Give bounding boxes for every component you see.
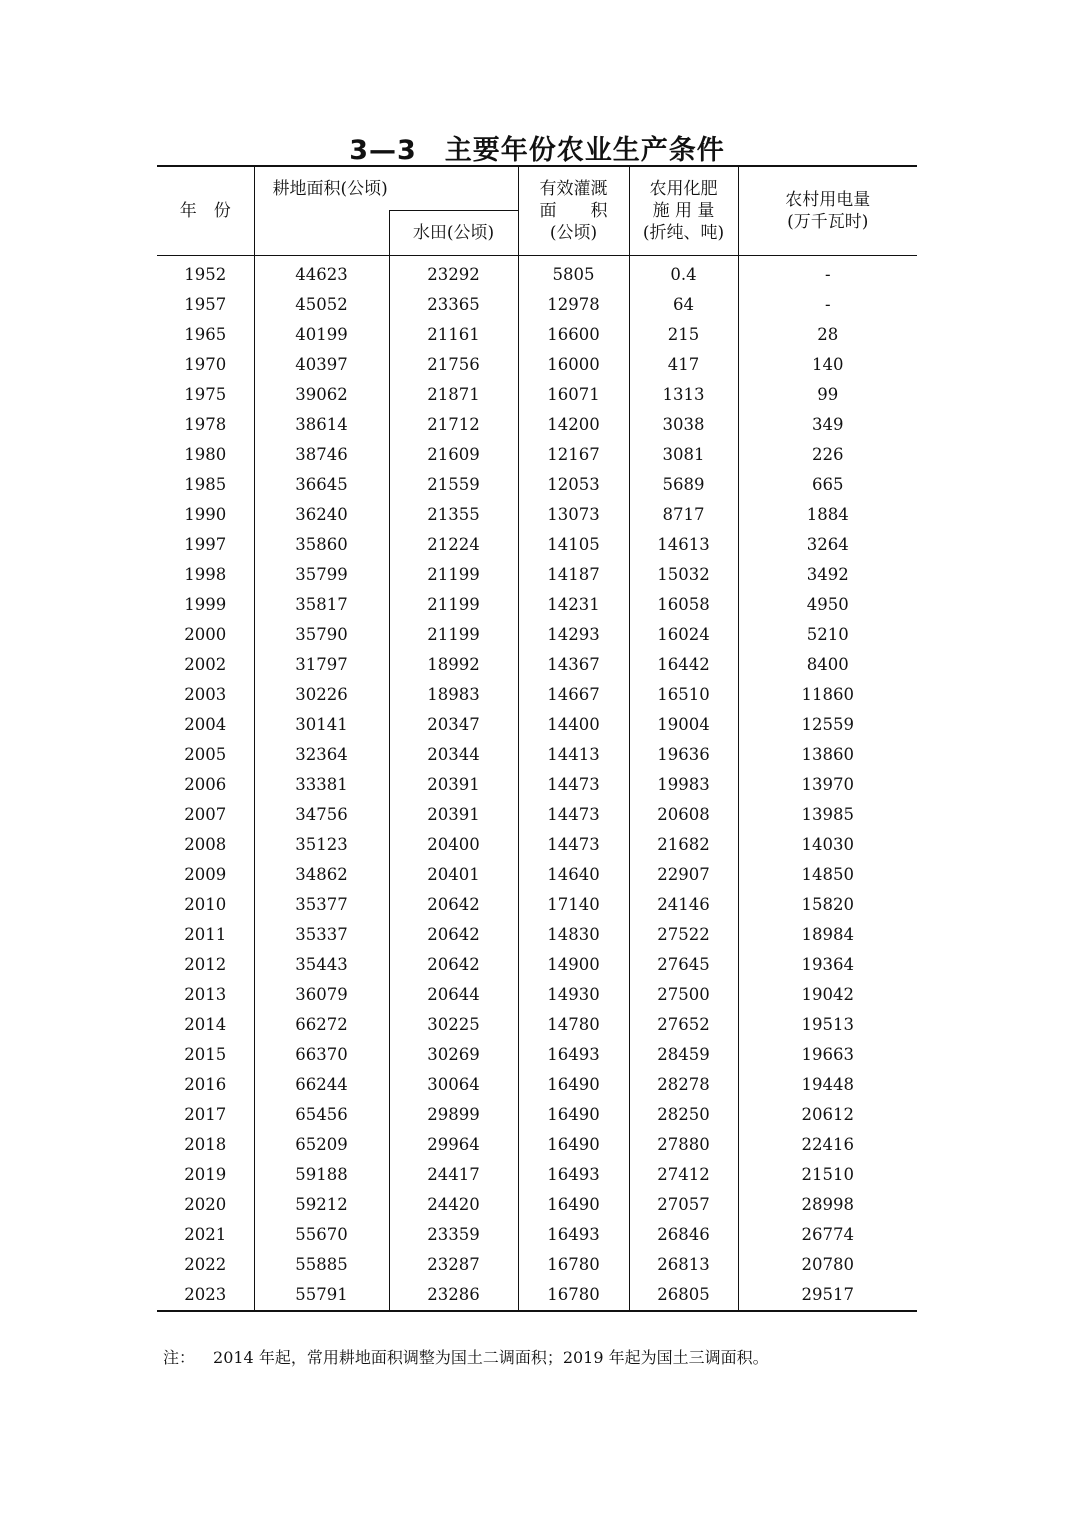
paddy-cell: 29899 (389, 1100, 518, 1130)
table-row (157, 1100, 917, 1130)
fertilizer-cell: 5689 (629, 470, 738, 500)
fertilizer-cell: 8717 (629, 500, 738, 530)
electricity-cell: 14030 (801, 835, 855, 854)
paddy-cell: 23359 (389, 1220, 518, 1250)
irrigated-cell: 14667 (518, 680, 629, 710)
irrigated-cell: 14293 (518, 620, 629, 650)
irrigated-cell: 14640 (518, 860, 629, 890)
fertilizer-cell: 21682 (629, 830, 738, 860)
fertilizer-cell: 26805 (629, 1280, 738, 1311)
electricity-cell: 349 (812, 415, 844, 434)
table-row (157, 1040, 917, 1070)
electricity-cell: 8400 (806, 655, 849, 674)
paddy-cell: 21871 (389, 380, 518, 410)
table-row (157, 590, 917, 620)
arable-area-cell: 66244 (254, 1070, 389, 1100)
year-cell: 2010 (157, 890, 254, 920)
paddy-cell: 21756 (389, 350, 518, 380)
electricity-cell: 13970 (801, 775, 855, 794)
fertilizer-cell: 22907 (629, 860, 738, 890)
irrigated-cell: 14105 (518, 530, 629, 560)
year-cell: 1985 (157, 470, 254, 500)
fertilizer-cell: 26846 (629, 1220, 738, 1250)
arable-area-cell: 36079 (254, 980, 389, 1010)
year-cell: 1997 (157, 530, 254, 560)
table-row (157, 440, 917, 470)
electricity-cell: 99 (817, 385, 839, 404)
year-cell: 1975 (157, 380, 254, 410)
arable-area-cell: 66370 (254, 1040, 389, 1070)
fertilizer-cell: 14613 (629, 530, 738, 560)
year-cell: 2023 (157, 1280, 254, 1311)
table-row (157, 410, 917, 440)
paddy-cell: 24417 (389, 1160, 518, 1190)
fertilizer-cell: 28459 (629, 1040, 738, 1070)
table-row (157, 320, 917, 350)
arable-area-cell: 32364 (254, 740, 389, 770)
irrigated-cell: 14900 (518, 950, 629, 980)
year-cell: 1952 (157, 256, 254, 291)
electricity-cell: 13985 (801, 805, 855, 824)
electricity-cell: 19042 (801, 985, 855, 1004)
arable-area-cell: 34756 (254, 800, 389, 830)
arable-area-cell: 44623 (254, 256, 389, 291)
irrigated-cell: 14413 (518, 740, 629, 770)
fertilizer-cell: 27412 (629, 1160, 738, 1190)
arable-area-cell: 36645 (254, 470, 389, 500)
irrigated-cell: 12053 (518, 470, 629, 500)
year-cell: 2012 (157, 950, 254, 980)
electricity-cell: 12559 (801, 715, 855, 734)
irrigated-cell: 16780 (518, 1250, 629, 1280)
year-cell: 1980 (157, 440, 254, 470)
irrigated-cell: 14473 (518, 800, 629, 830)
paddy-cell: 20391 (389, 770, 518, 800)
year-cell: 2004 (157, 710, 254, 740)
arable-area-cell: 40397 (254, 350, 389, 380)
fertilizer-cell: 24146 (629, 890, 738, 920)
electricity-cell: 29517 (801, 1285, 855, 1304)
electricity-cell: 26774 (801, 1225, 855, 1244)
header-paddy: 水田(公顷) (389, 211, 518, 256)
irrigated-cell: 14780 (518, 1010, 629, 1040)
paddy-cell: 23286 (389, 1280, 518, 1311)
year-cell: 2018 (157, 1130, 254, 1160)
table-title: 3—3 主要年份农业生产条件 (349, 135, 725, 166)
paddy-cell: 30225 (389, 1010, 518, 1040)
header-arable-area (254, 166, 518, 211)
year-cell: 2022 (157, 1250, 254, 1280)
fertilizer-cell: 16024 (629, 620, 738, 650)
paddy-cell: 21199 (389, 590, 518, 620)
year-cell: 1978 (157, 410, 254, 440)
fertilizer-cell: 0.4 (629, 256, 738, 291)
year-cell: 2008 (157, 830, 254, 860)
paddy-cell: 21199 (389, 620, 518, 650)
irrigated-cell: 16490 (518, 1130, 629, 1160)
electricity-cell: 19513 (801, 1015, 855, 1034)
year-cell: 1999 (157, 590, 254, 620)
table-row (157, 1220, 917, 1250)
fertilizer-cell: 15032 (629, 560, 738, 590)
paddy-cell: 21199 (389, 560, 518, 590)
paddy-cell: 20391 (389, 800, 518, 830)
year-cell: 2020 (157, 1190, 254, 1220)
table-row (157, 530, 917, 560)
year-cell: 2003 (157, 680, 254, 710)
year-cell: 1990 (157, 500, 254, 530)
year-cell: 2017 (157, 1100, 254, 1130)
table-row (157, 1010, 917, 1040)
table-row (157, 770, 917, 800)
arable-area-cell: 66272 (254, 1010, 389, 1040)
arable-area-cell: 55885 (254, 1250, 389, 1280)
header-fertilizer: 农用化肥 施 用 量 (折纯、吨) (629, 166, 738, 256)
table-row (157, 1070, 917, 1100)
arable-area-cell: 35337 (254, 920, 389, 950)
electricity-cell: 18984 (801, 925, 855, 944)
paddy-cell: 21609 (389, 440, 518, 470)
irrigated-cell: 14473 (518, 770, 629, 800)
paddy-cell: 20400 (389, 830, 518, 860)
irrigated-cell: 14200 (518, 410, 629, 440)
table-row (157, 890, 917, 920)
table-row (157, 380, 917, 410)
footnote-text: 2014 年起，常用耕地面积调整为国土二调面积；2019 年起为国土三调面积。 (213, 1348, 769, 1367)
year-cell: 2000 (157, 620, 254, 650)
paddy-cell: 20401 (389, 860, 518, 890)
arable-area-cell: 35123 (254, 830, 389, 860)
arable-area-cell: 35790 (254, 620, 389, 650)
irrigated-cell: 16780 (518, 1280, 629, 1311)
table-row (157, 290, 917, 320)
paddy-cell: 20344 (389, 740, 518, 770)
table-row (157, 470, 917, 500)
irrigated-cell: 14930 (518, 980, 629, 1010)
fertilizer-cell: 26813 (629, 1250, 738, 1280)
table-row (157, 800, 917, 830)
arable-area-cell: 40199 (254, 320, 389, 350)
table-row (157, 740, 917, 770)
arable-area-cell: 59212 (254, 1190, 389, 1220)
fertilizer-cell: 20608 (629, 800, 738, 830)
arable-area-cell: 55791 (254, 1280, 389, 1311)
irrigated-cell: 17140 (518, 890, 629, 920)
paddy-cell: 30064 (389, 1070, 518, 1100)
electricity-cell: 13860 (801, 745, 855, 764)
fertilizer-cell: 19636 (629, 740, 738, 770)
table-row (157, 980, 917, 1010)
paddy-cell: 20642 (389, 920, 518, 950)
paddy-cell: 20644 (389, 980, 518, 1010)
arable-area-cell: 30226 (254, 680, 389, 710)
agriculture-conditions-table (157, 165, 917, 1312)
paddy-cell: 18983 (389, 680, 518, 710)
header-year: 年 份 (157, 166, 254, 256)
electricity-cell: 21510 (801, 1165, 855, 1184)
year-cell: 2021 (157, 1220, 254, 1250)
electricity-cell: 28998 (801, 1195, 855, 1214)
electricity-cell: 19663 (801, 1045, 855, 1064)
paddy-cell: 18992 (389, 650, 518, 680)
year-cell: 2015 (157, 1040, 254, 1070)
irrigated-cell: 16493 (518, 1040, 629, 1070)
year-cell: 1957 (157, 290, 254, 320)
table-row (157, 1280, 917, 1311)
fertilizer-cell: 28250 (629, 1100, 738, 1130)
electricity-cell: 3492 (806, 565, 849, 584)
paddy-cell: 21161 (389, 320, 518, 350)
paddy-cell: 20642 (389, 890, 518, 920)
table-row (157, 256, 917, 291)
fertilizer-cell: 3038 (629, 410, 738, 440)
table-row (157, 860, 917, 890)
arable-area-cell: 35443 (254, 950, 389, 980)
electricity-cell: 19364 (801, 955, 855, 974)
table-row (157, 710, 917, 740)
irrigated-cell: 14400 (518, 710, 629, 740)
electricity-cell: 4950 (806, 595, 849, 614)
electricity-cell: - (824, 295, 831, 314)
electricity-cell: 15820 (801, 895, 855, 914)
table-row (157, 920, 917, 950)
irrigated-cell: 16493 (518, 1160, 629, 1190)
electricity-cell: 3264 (806, 535, 849, 554)
fertilizer-cell: 27652 (629, 1010, 738, 1040)
arable-area-cell: 65209 (254, 1130, 389, 1160)
arable-area-cell: 38614 (254, 410, 389, 440)
arable-area-cell: 45052 (254, 290, 389, 320)
irrigated-cell: 16071 (518, 380, 629, 410)
paddy-cell: 21559 (389, 470, 518, 500)
irrigated-cell: 16600 (518, 320, 629, 350)
table-row (157, 830, 917, 860)
footnote-label: 注： (163, 1348, 196, 1367)
irrigated-cell: 14367 (518, 650, 629, 680)
paddy-cell: 23287 (389, 1250, 518, 1280)
paddy-cell: 21355 (389, 500, 518, 530)
paddy-cell: 21712 (389, 410, 518, 440)
fertilizer-cell: 3081 (629, 440, 738, 470)
paddy-cell: 23292 (389, 256, 518, 291)
paddy-cell: 24420 (389, 1190, 518, 1220)
year-cell: 2005 (157, 740, 254, 770)
fertilizer-cell: 215 (629, 320, 738, 350)
table-row (157, 1160, 917, 1190)
year-cell: 2002 (157, 650, 254, 680)
table-row (157, 620, 917, 650)
fertilizer-cell: 1313 (629, 380, 738, 410)
irrigated-cell: 16493 (518, 1220, 629, 1250)
arable-area-cell: 35377 (254, 890, 389, 920)
irrigated-cell: 14473 (518, 830, 629, 860)
year-cell: 2019 (157, 1160, 254, 1190)
electricity-cell: 226 (812, 445, 844, 464)
paddy-cell: 23365 (389, 290, 518, 320)
table-row (157, 950, 917, 980)
year-cell: 2011 (157, 920, 254, 950)
irrigated-cell: 12167 (518, 440, 629, 470)
fertilizer-cell: 27522 (629, 920, 738, 950)
irrigated-cell: 13073 (518, 500, 629, 530)
electricity-cell: 19448 (801, 1075, 855, 1094)
electricity-cell: 20780 (801, 1255, 855, 1274)
fertilizer-cell: 64 (629, 290, 738, 320)
irrigated-cell: 16490 (518, 1190, 629, 1220)
table-row (157, 1190, 917, 1220)
electricity-cell: 22416 (801, 1135, 855, 1154)
table-row (157, 680, 917, 710)
irrigated-cell: 16000 (518, 350, 629, 380)
electricity-cell: 14850 (801, 865, 855, 884)
arable-area-cell: 59188 (254, 1160, 389, 1190)
fertilizer-cell: 417 (629, 350, 738, 380)
arable-area-cell: 35799 (254, 560, 389, 590)
year-cell: 2009 (157, 860, 254, 890)
arable-area-cell: 30141 (254, 710, 389, 740)
year-cell: 2007 (157, 800, 254, 830)
irrigated-cell: 14830 (518, 920, 629, 950)
table-row (157, 1250, 917, 1280)
electricity-cell: 1884 (806, 505, 849, 524)
arable-area-cell: 39062 (254, 380, 389, 410)
electricity-cell: 28 (817, 325, 839, 344)
header-arable-spacer (254, 211, 389, 256)
irrigated-cell: 12978 (518, 290, 629, 320)
table-row (157, 350, 917, 380)
header-arable-label: 耕地面积(公顷) (272, 178, 388, 199)
table-body (157, 256, 917, 1312)
irrigated-cell: 5805 (518, 256, 629, 291)
fertilizer-cell: 27880 (629, 1130, 738, 1160)
arable-area-cell: 35860 (254, 530, 389, 560)
fertilizer-cell: 27645 (629, 950, 738, 980)
irrigated-cell: 16490 (518, 1100, 629, 1130)
fertilizer-cell: 28278 (629, 1070, 738, 1100)
fertilizer-cell: 27057 (629, 1190, 738, 1220)
year-cell: 1970 (157, 350, 254, 380)
paddy-cell: 21224 (389, 530, 518, 560)
electricity-cell: 11860 (801, 685, 855, 704)
electricity-cell: 20612 (801, 1105, 855, 1124)
electricity-cell: 140 (812, 355, 844, 374)
table-row (157, 500, 917, 530)
arable-area-cell: 31797 (254, 650, 389, 680)
fertilizer-cell: 16442 (629, 650, 738, 680)
year-cell: 1998 (157, 560, 254, 590)
arable-area-cell: 35817 (254, 590, 389, 620)
footnote (163, 1345, 769, 1368)
fertilizer-cell: 19004 (629, 710, 738, 740)
year-cell: 2014 (157, 1010, 254, 1040)
irrigated-cell: 14187 (518, 560, 629, 590)
year-cell: 2013 (157, 980, 254, 1010)
arable-area-cell: 38746 (254, 440, 389, 470)
electricity-cell: 5210 (806, 625, 849, 644)
paddy-cell: 29964 (389, 1130, 518, 1160)
arable-area-cell: 34862 (254, 860, 389, 890)
year-cell: 2006 (157, 770, 254, 800)
arable-area-cell: 36240 (254, 500, 389, 530)
arable-area-cell: 55670 (254, 1220, 389, 1250)
electricity-cell: - (824, 265, 831, 284)
header-electricity: 农村用电量 (万千瓦时) (738, 166, 917, 256)
table-row (157, 650, 917, 680)
table-row (157, 1130, 917, 1160)
fertilizer-cell: 27500 (629, 980, 738, 1010)
irrigated-cell: 14231 (518, 590, 629, 620)
fertilizer-cell: 16510 (629, 680, 738, 710)
year-cell: 2016 (157, 1070, 254, 1100)
irrigated-cell: 16490 (518, 1070, 629, 1100)
table-row (157, 560, 917, 590)
year-cell: 1965 (157, 320, 254, 350)
electricity-cell: 665 (812, 475, 844, 494)
arable-area-cell: 33381 (254, 770, 389, 800)
fertilizer-cell: 16058 (629, 590, 738, 620)
header-irrigated-area: 有效灌溉 面 积 (公顷) (518, 166, 629, 256)
paddy-cell: 20642 (389, 950, 518, 980)
fertilizer-cell: 19983 (629, 770, 738, 800)
paddy-cell: 20347 (389, 710, 518, 740)
arable-area-cell: 65456 (254, 1100, 389, 1130)
paddy-cell: 30269 (389, 1040, 518, 1070)
